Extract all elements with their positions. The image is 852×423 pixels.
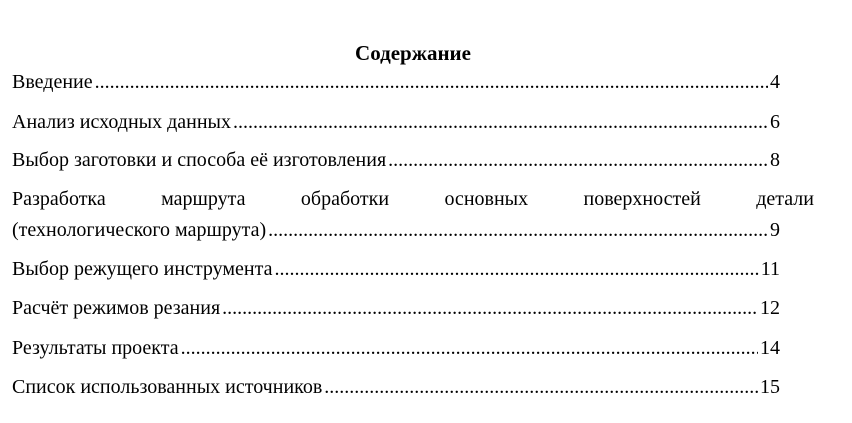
dot-leader: [95, 69, 768, 95]
toc-entry-label: Список использованных источников: [12, 376, 323, 398]
toc-entry-page: 8: [770, 149, 780, 171]
toc-word: Разработка: [12, 188, 106, 210]
toc-word: детали: [756, 188, 814, 210]
dot-leader: [181, 335, 758, 361]
dot-leader: [233, 109, 768, 135]
toc-word: основных: [444, 188, 529, 210]
toc-word: обработки: [300, 188, 390, 210]
toc-entry-route-line2[interactable]: [12, 217, 780, 243]
toc-entry-source-analysis[interactable]: [12, 109, 780, 135]
toc-entry-introduction[interactable]: [12, 69, 780, 95]
toc-entry-results[interactable]: [12, 335, 780, 361]
toc-entry-label: Выбор режущего инструмента: [12, 258, 273, 280]
dot-leader: [324, 374, 758, 400]
toc-entry-label: Выбор заготовки и способа её изготовления: [12, 149, 387, 171]
toc-entry-blank-selection[interactable]: [12, 147, 780, 173]
toc-word: поверхностей: [583, 188, 701, 210]
dot-leader: [388, 147, 768, 173]
toc-entry-page: 4: [770, 71, 780, 93]
toc-entry-page: 15: [760, 376, 780, 398]
toc-entry-label: Результаты проекта: [12, 337, 179, 359]
toc-entry-page: 6: [770, 111, 780, 133]
toc-entry-page: 11: [760, 258, 780, 280]
toc-entry-cutting-modes[interactable]: [12, 295, 780, 321]
toc-entry-page: 12: [760, 297, 780, 319]
toc-entry-label: Введение: [12, 71, 93, 93]
toc-entry-route-line1[interactable]: [12, 186, 814, 212]
dot-leader: [222, 295, 758, 321]
toc-entry-references[interactable]: [12, 374, 780, 400]
toc-word: маршрута: [161, 188, 246, 210]
toc-entry-cutting-tool[interactable]: [12, 256, 780, 282]
toc-entry-label: Анализ исходных данных: [12, 111, 231, 133]
toc-entry-page: 14: [760, 337, 780, 359]
toc-entry-label: Расчёт режимов резания: [12, 297, 221, 319]
toc-title: Содержание: [355, 41, 471, 65]
toc-entry-page: 9: [770, 219, 780, 241]
toc-entry-label: (технологического маршрута): [12, 219, 267, 241]
dot-leader: [274, 256, 758, 282]
dot-leader: [268, 217, 768, 243]
